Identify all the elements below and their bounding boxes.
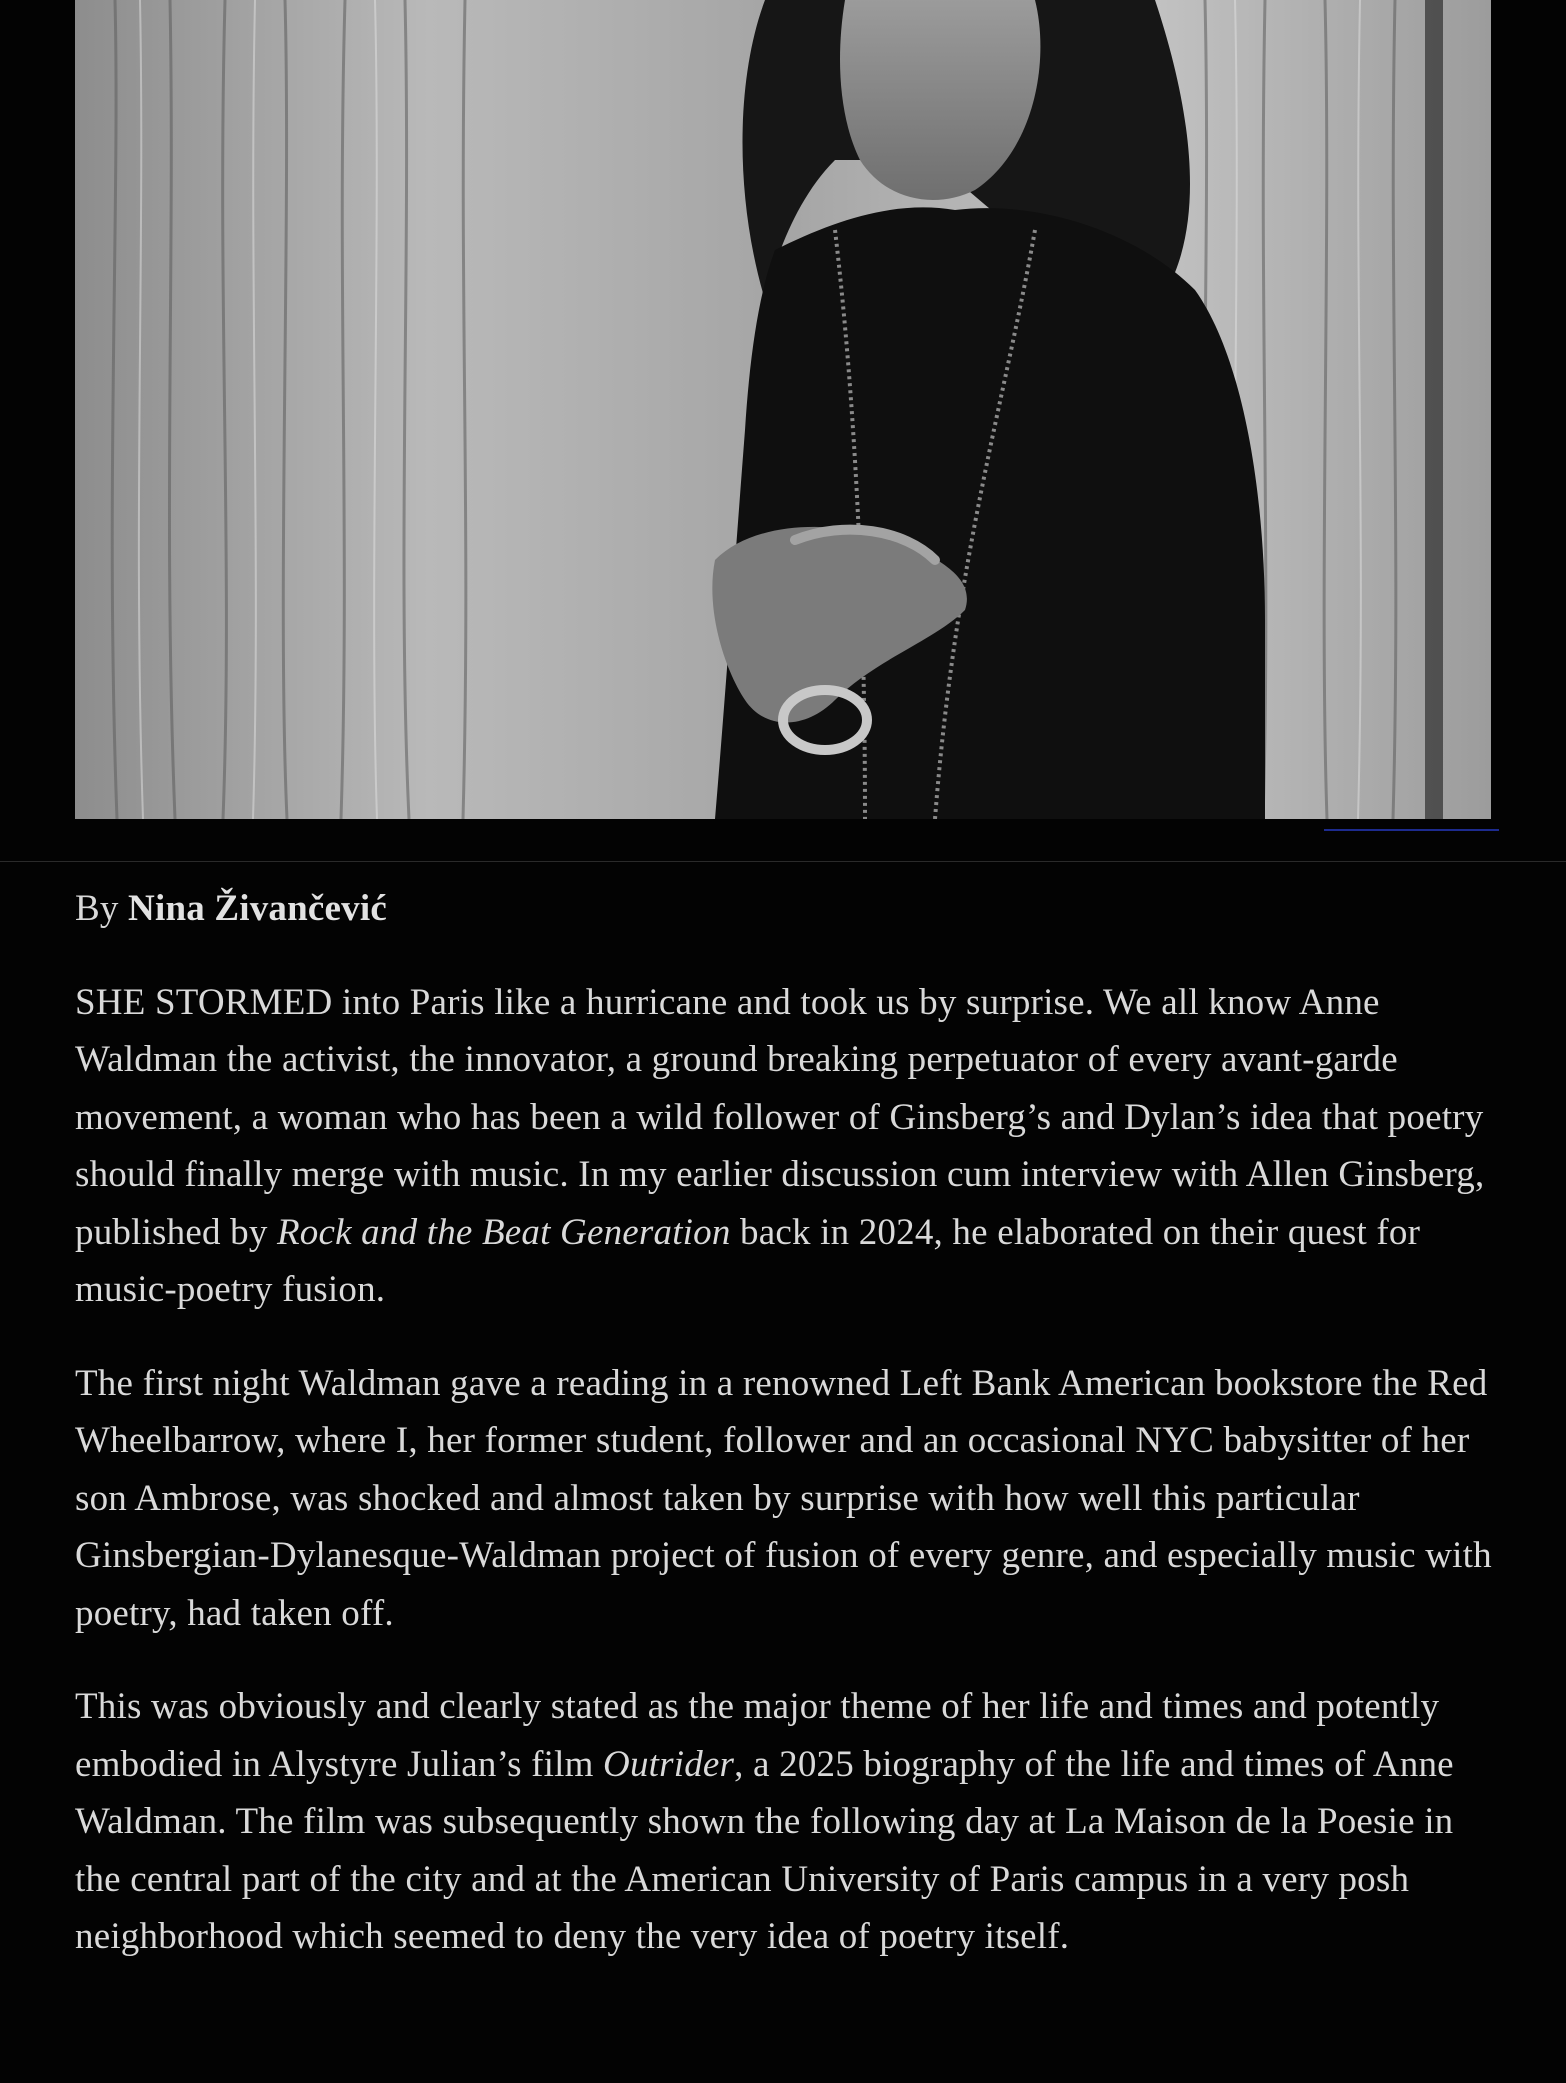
byline-author[interactable]: Nina Živančević	[128, 888, 387, 929]
hero-photo	[75, 0, 1491, 819]
section-divider	[0, 861, 1566, 862]
paragraph-1-text-a: SHE STORMED into Paris like a hurricane and took us by surprise. We all know Anne Waldman the activist, the innovator, a ground breaking perpetuator of every avant-garde movement, a woman who has been a wild follower of Ginsberg’s and Dylan’s idea that poetry should finally merge with music. In my earlier discussion cum interview with Allen Ginsberg, published by	[75, 981, 1485, 1253]
byline	[75, 880, 1495, 938]
paragraph-1-text-b: back in 2024, he elaborated on their quest for music-poetry fusion.	[75, 1211, 1421, 1310]
publication-title: Rock and the Beat Generation	[276, 1211, 731, 1253]
hero-photo-illustration	[75, 0, 1491, 819]
paragraph-3-text-b: , a 2025 biography of the life and times of Anne Waldman. The film was subsequently shown the following day at La Maison de la Poesie in the central part of the city and at the American University of Paris campus in a very posh neighborhood which seemed to deny the very idea of poetry itself.	[75, 1743, 1454, 1957]
byline-prefix: By	[75, 888, 119, 929]
paragraph-3	[75, 1678, 1495, 1966]
link-underline	[1324, 829, 1499, 831]
article-body	[75, 880, 1495, 2002]
paragraph-1	[75, 974, 1495, 1319]
film-title: Outrider	[603, 1743, 735, 1785]
paragraph-2: The first night Waldman gave a reading in a renowned Left Bank American bookstore the Red Wheelbarrow, where I, her former student, follower and an occasional NYC babysitter of her son Ambrose, was shocked and almost taken by surprise with how well this particular Ginsbergian-Dylanesque-Waldman project of fusion of every genre, and especially music with poetry, had taken off.	[75, 1362, 1492, 1634]
paragraph-3-text-a: This was obviously and clearly stated as the major theme of her life and times and potently embodied in Alystyre Julian’s film	[75, 1686, 1440, 1785]
